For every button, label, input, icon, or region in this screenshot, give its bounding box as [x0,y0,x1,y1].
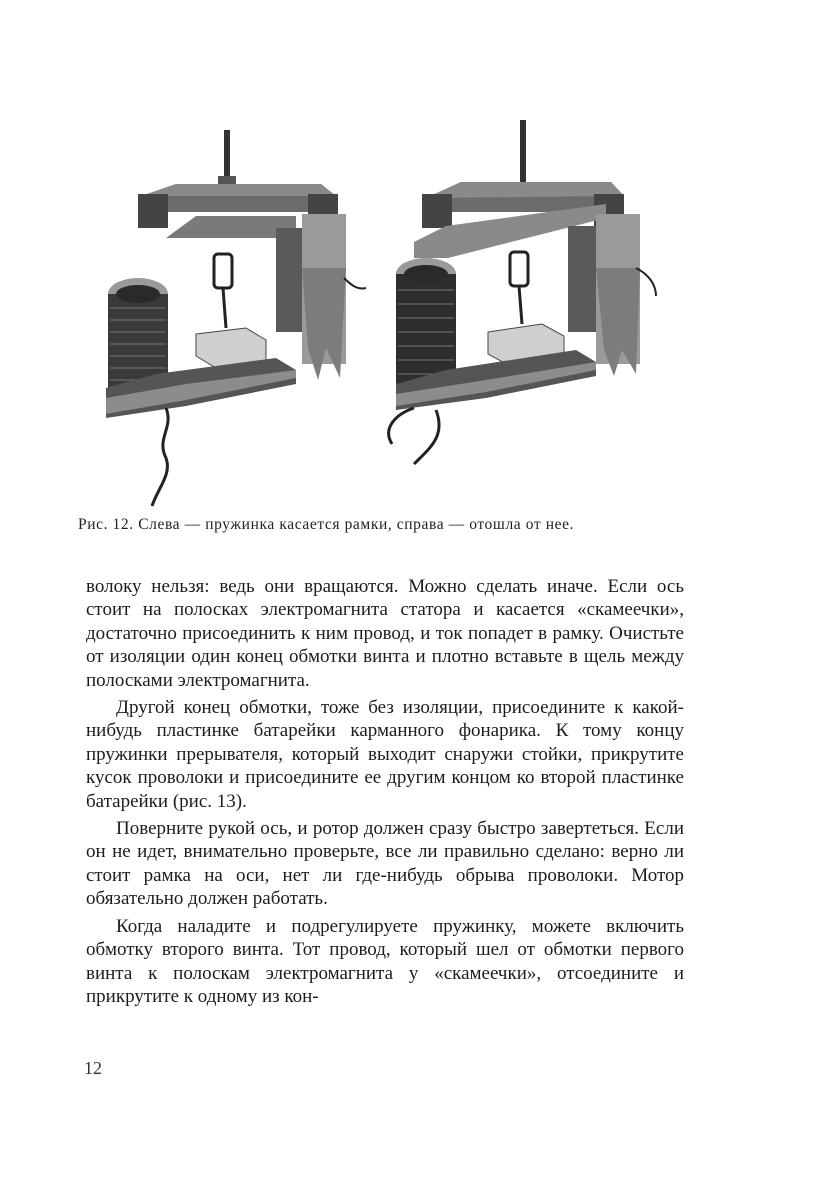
right-motor-illustration [389,120,656,464]
paragraph: Другой конец обмотки, тоже без изоляции, присоедините к какой-нибудь пластинке батарейки карманного фонарика. К тому концу пружинки прерывателя, который выходит снаружи стойки, прикрутите кусок проволоки и присоедините ее другим концом ко второй пластинке батарейки (рис. 13). [86,697,684,812]
paragraph: Когда наладите и подрегулируете пружинку, можете включить обмотку второго винта. Тот провод, который шел от обмотки первого винта к полоскам электромагнита у «скамеечки», отсоедините и прикрутите к одному из кон- [86,915,684,1007]
page-number: 12 [84,1058,102,1078]
figure-caption: Рис. 12. Слева — пружинка касается рамки, справа — отошла от нее. [78,516,575,533]
paragraph: Поверните рукой ось, и ротор должен сразу быстро завертеться. Если он не идет, внимательно проверьте, все ли правильно сделано: верно ли стоит рамка на оси, нет ли где-нибудь обрыва проволоки. Мотор обязательно должен работать. [86,818,684,910]
paragraph: волоку нельзя: ведь они вращаются. Можно сделать иначе. Если ось стоит на полосках электромагнита статора и касается «скамеечки», достаточно присоединить к ним провод, и ток попадет в рамку. Очистьте от изоляции один конец обмотки винта и плотно вставьте в щель между полосками электромагнита. [86,576,684,691]
body-text [86,575,684,1012]
left-motor-illustration [106,130,366,506]
figure-12-motor-photos [96,118,706,510]
